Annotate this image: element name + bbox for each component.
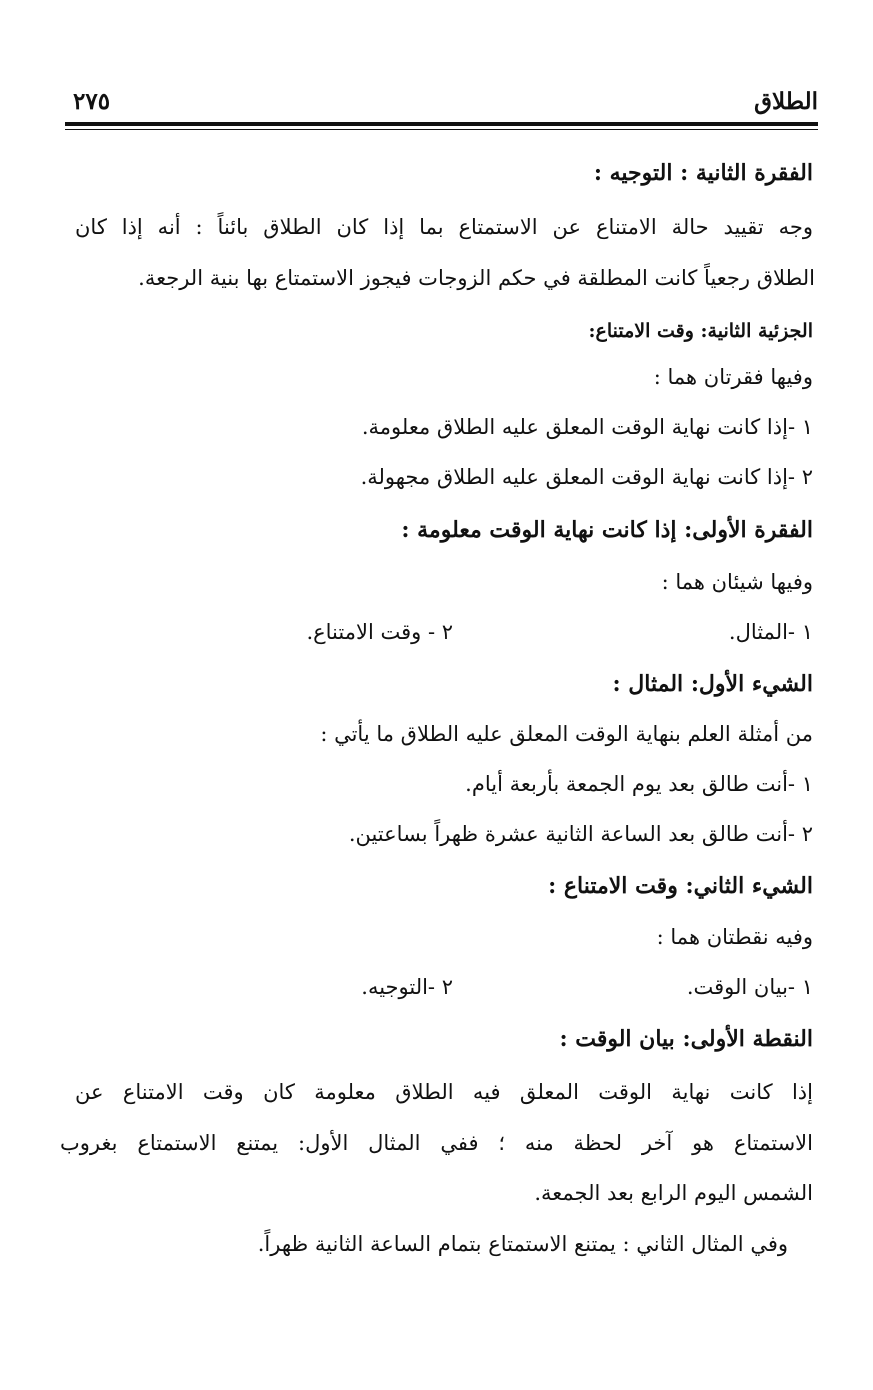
- example-item-2: ٢ -أنت طالق بعد الساعة الثانية عشرة ظهراً بساعتين.: [348, 822, 813, 846]
- heading-part-2-time: الجزئية الثانية: وقت الامتناع:: [588, 320, 813, 342]
- header-rule-thin: [65, 129, 818, 130]
- body-line-1: وجه تقييد حالة الامتناع عن الاستمتاع بما إذا كان الطلاق بائناً : أنه إذا كان: [75, 215, 813, 239]
- body-line-3: وفيها فقرتان هما :: [653, 365, 813, 389]
- two-col-item-3: ١ -بيان الوقت.: [686, 975, 813, 999]
- body-line-9: الشمس اليوم الرابع بعد الجمعة.: [534, 1181, 813, 1205]
- heading-thing-1-example: الشيء الأول: المثال :: [612, 671, 813, 697]
- page-header: [65, 88, 818, 124]
- two-col-item-4: ٢ -التوجيه.: [361, 975, 453, 999]
- body-line-2: الطلاق رجعياً كانت المطلقة في حكم الزوجات فيجوز الاستمتاع بها بنية الرجعة.: [138, 266, 815, 290]
- body-line-5: من أمثلة العلم بنهاية الوقت المعلق عليه الطلاق ما يأتي :: [320, 722, 813, 746]
- heading-paragraph-2-guidance: الفقرة الثانية : التوجيه :: [593, 160, 813, 186]
- page-number: ٢٧٥: [73, 88, 111, 115]
- body-line-8: الاستمتاع هو آخر لحظة منه ؛ ففي المثال الأول: يمتنع الاستمتاع بغروب: [60, 1131, 813, 1155]
- example-item-1: ١ -أنت طالق بعد يوم الجمعة بأربعة أيام.: [465, 772, 813, 796]
- heading-paragraph-1: الفقرة الأولى: إذا كانت نهاية الوقت معلومة :: [401, 517, 813, 543]
- body-line-4: وفيها شيئان هما :: [661, 570, 813, 594]
- list-item-2: ٢ -إذا كانت نهاية الوقت المعلق عليه الطلاق مجهولة.: [360, 465, 813, 489]
- body-line-6: وفيه نقطتان هما :: [656, 925, 813, 949]
- list-item-1: ١ -إذا كانت نهاية الوقت المعلق عليه الطلاق معلومة.: [361, 415, 813, 439]
- two-col-item-1: ١ -المثال.: [728, 620, 813, 644]
- heading-thing-2-time: الشيء الثاني: وقت الامتناع :: [548, 873, 813, 899]
- two-col-item-2: ٢ - وقت الامتناع.: [306, 620, 453, 644]
- body-line-10: وفي المثال الثاني : يمتنع الاستمتاع بتمام الساعة الثانية ظهراً.: [257, 1232, 788, 1256]
- heading-point-1: النقطة الأولى: بيان الوقت :: [559, 1026, 813, 1052]
- body-line-7: إذا كانت نهاية الوقت المعلق فيه الطلاق معلومة كان وقت الامتناع عن: [75, 1080, 813, 1104]
- running-title: الطلاق: [754, 88, 818, 115]
- header-rule-thick: [65, 122, 818, 126]
